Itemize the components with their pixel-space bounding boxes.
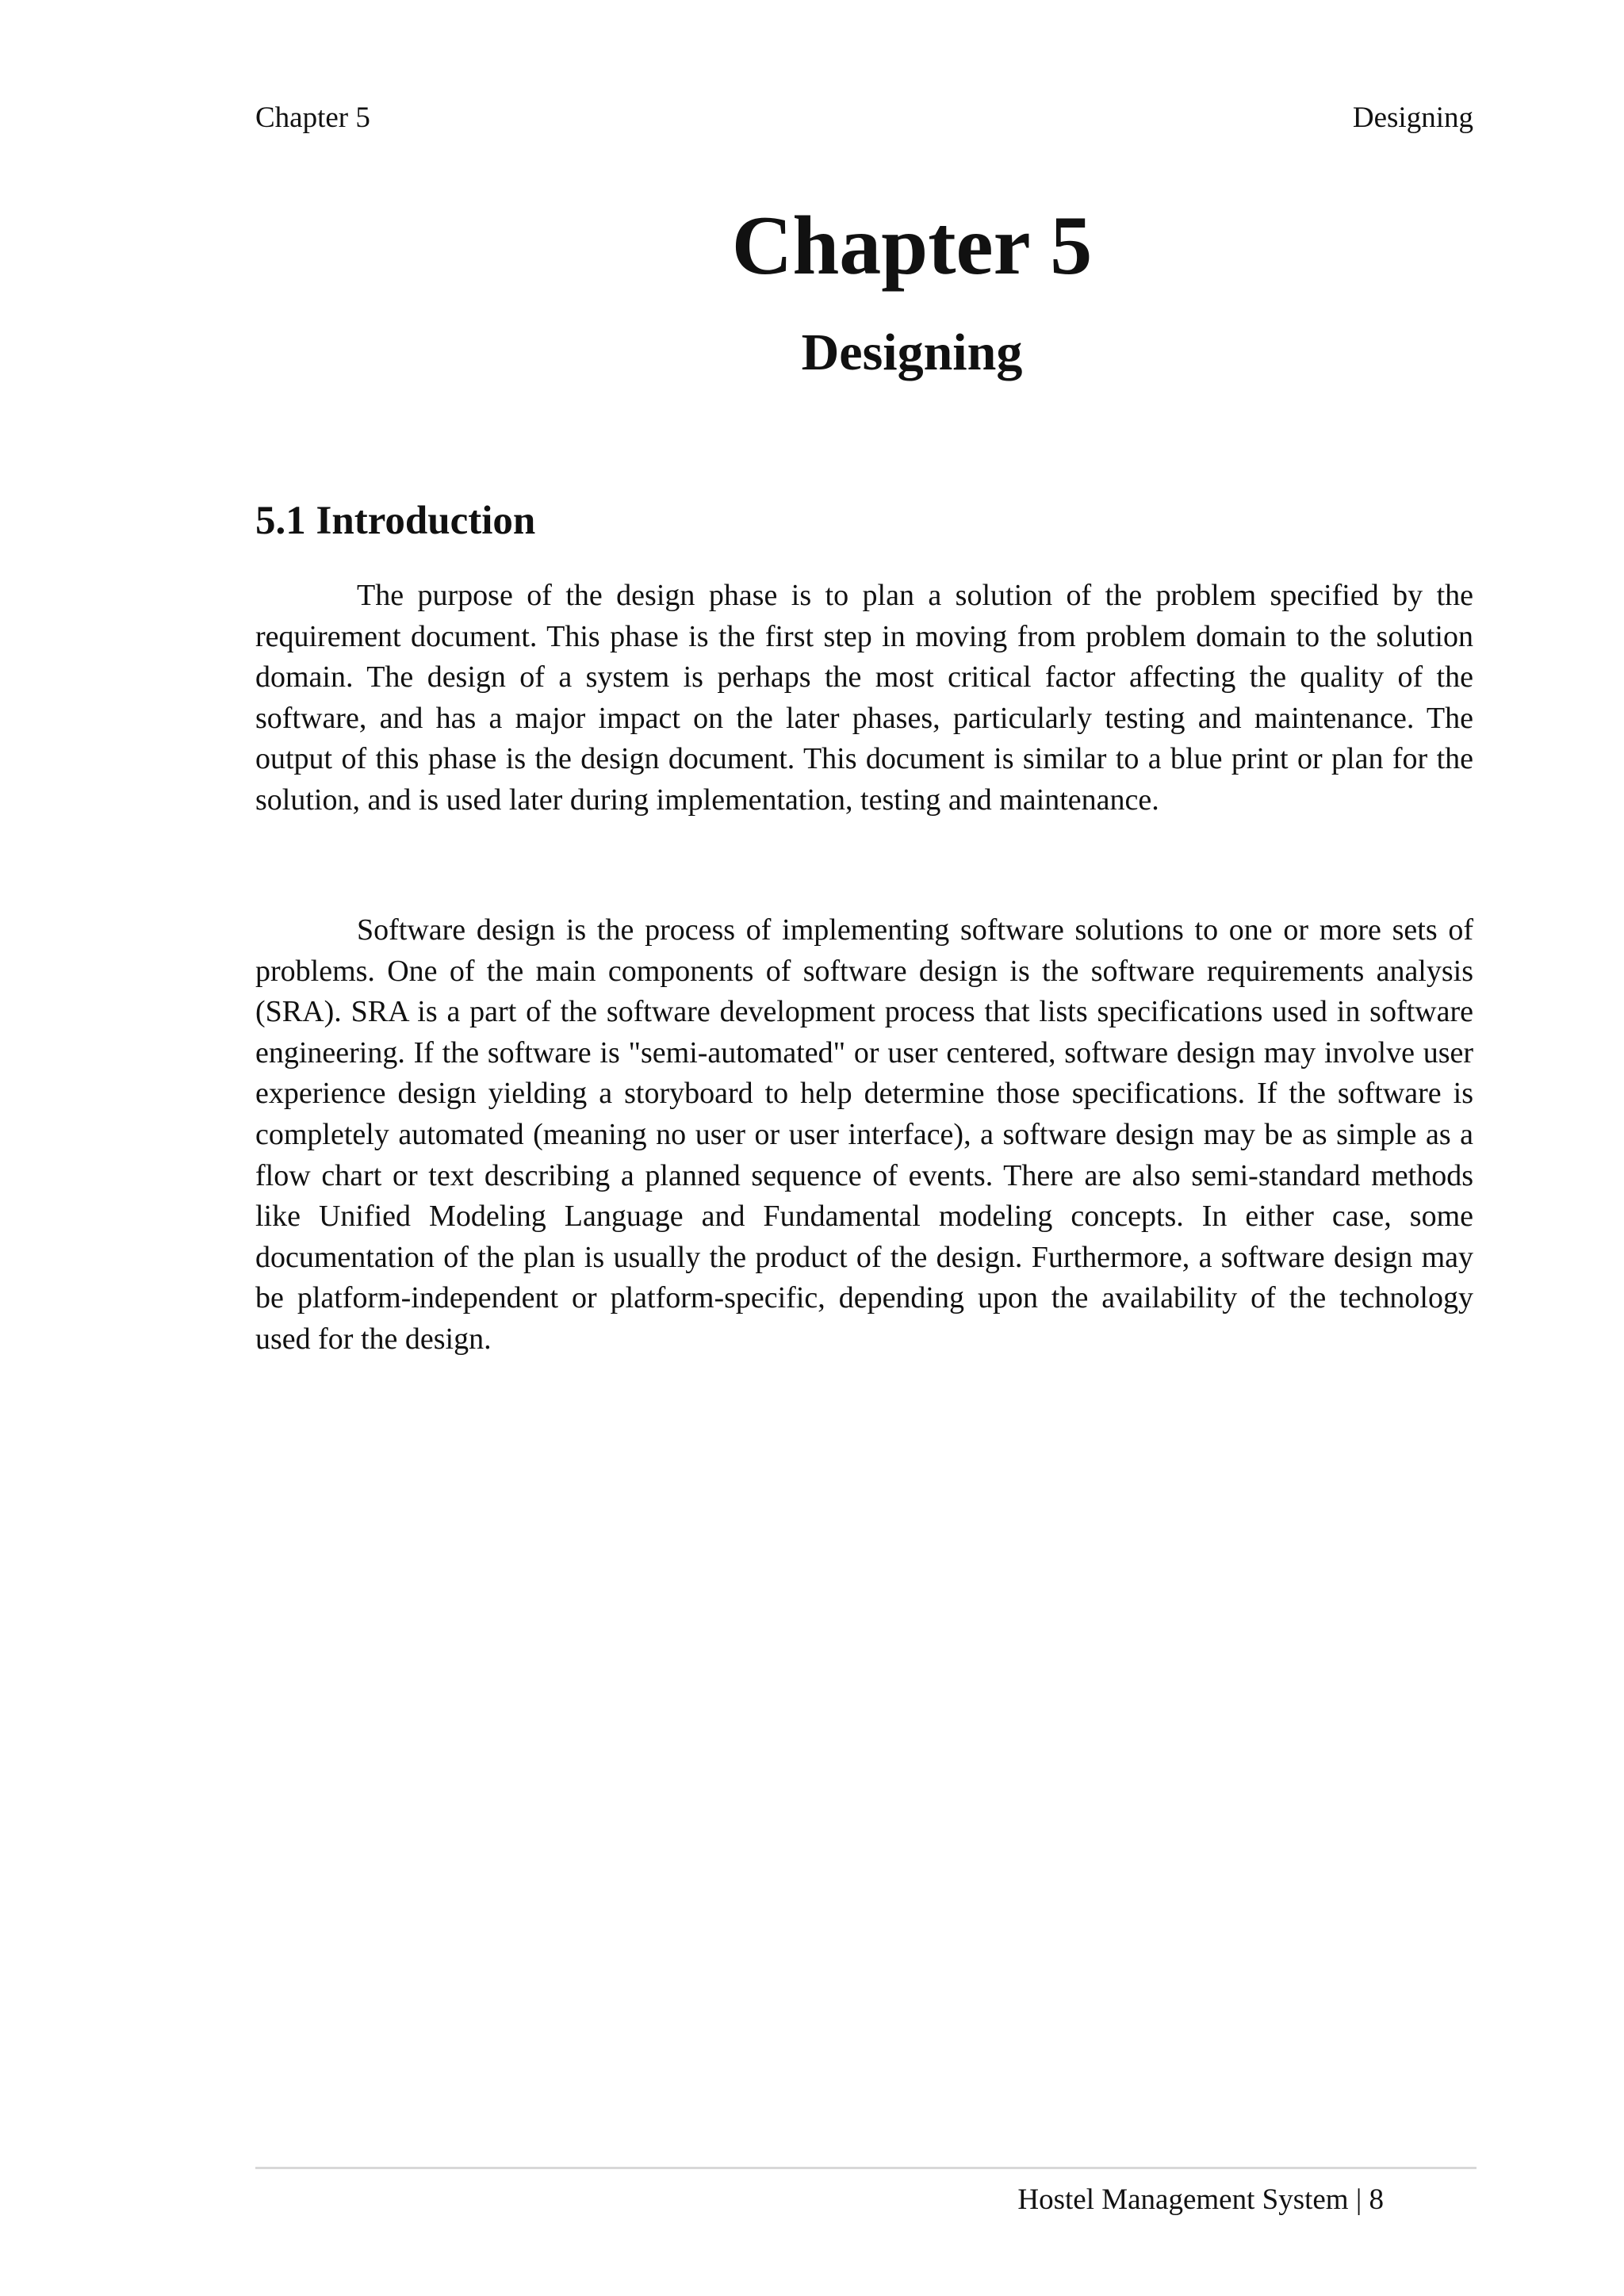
header-chapter-label: Chapter 5 bbox=[255, 101, 370, 134]
header-section-label: Designing bbox=[1352, 101, 1473, 134]
body-paragraph: Software design is the process of implementing software solutions to one or more sets of problems. One of the main components of software design is the software requirements analysis (SRA). SRA is a part of the software development process that lists specifications used in software engineering. If the software is "semi-automated" or user centered, software design may involve user experience design yielding a storyboard to help determine those specifications. If the software is completely automated (meaning no user or user interface), a software design may be as simple as a flow chart or text describing a planned sequence of events. There are also semi-standard methods like Unified Modeling Language and Fundamental modeling concepts. In either case, some documentation of the plan is usually the product of the design. Furthermore, a software design may be platform-independent or platform-specific, depending upon the availability of the technology used for the design. bbox=[255, 913, 1473, 1356]
running-header bbox=[255, 98, 1473, 138]
chapter-title: Chapter 5 bbox=[731, 199, 1093, 292]
body-paragraph: The purpose of the design phase is to plan a solution of the problem specified by the requirement document. This phase is the first step in moving from problem domain to the solution domain. The design of a system is perhaps the most critical factor affecting the quality of the software, and has a major impact on the later phases, particularly testing and maintenance. The output of this phase is the design document. This document is similar to a blue print or plan for the solution, and is used later during implementation, testing and maintenance. bbox=[255, 579, 1473, 817]
footer-divider bbox=[255, 2167, 1477, 2169]
footer-page-label: Hostel Management System | 8 bbox=[1017, 2183, 1384, 2216]
chapter-subtitle: Designing bbox=[801, 323, 1023, 381]
section-heading: 5.1 Introduction bbox=[255, 499, 536, 543]
